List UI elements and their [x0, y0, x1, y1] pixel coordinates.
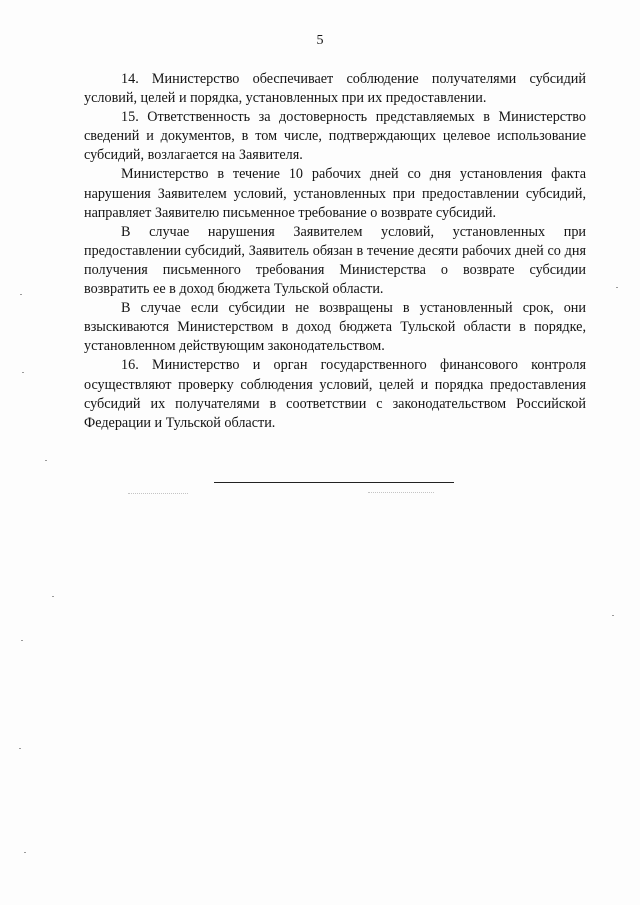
paragraph-recovery: В случае если субсидии не возвращены в установленный срок, они взыскиваются Министерством в доход бюджета Тульской области в порядке, установленном действующим законодательством.	[84, 300, 586, 355]
scan-artifact	[128, 493, 188, 494]
paragraph-14: 14. Министерство обеспечивает соблюдение получателями субсидий условий, целей и порядка, установленных при их предоставлении.	[84, 71, 586, 107]
scan-speck	[52, 596, 54, 597]
end-of-text-rule	[214, 482, 454, 483]
scan-speck	[45, 460, 47, 461]
paragraph-violation-notice: Министерство в течение 10 рабочих дней со дня установления факта нарушения Заявителем условий, установленных при предоставлении субсидий, направляет Заявителю письменное требование о возврате субсидий.	[84, 166, 586, 221]
scan-speck	[20, 294, 22, 295]
page-number: 5	[316, 33, 324, 48]
scan-artifact	[368, 492, 434, 493]
scan-speck	[612, 615, 614, 616]
scan-speck	[21, 640, 23, 641]
scan-speck	[22, 372, 24, 373]
paragraph-15: 15. Ответственность за достоверность представляемых в Министерство сведений и документов, в том числе, подтверждающих целевое использование субсидий, возлагается на Заявителя.	[84, 109, 586, 164]
document-body	[84, 70, 586, 433]
scan-speck	[24, 852, 26, 853]
scan-speck	[616, 287, 618, 288]
paragraph-refund-obligation: В случае нарушения Заявителем условий, установленных при предоставлении субсидий, Заявитель обязан в течение десяти рабочих дней со дня получения письменного требования Министерства о возврате субсидии возвратить ее в доход бюджета Тульской области.	[84, 223, 586, 298]
paragraph-16: 16. Министерство и орган государственного финансового контроля осуществляют проверку соблюдения условий, целей и порядка предоставления субсидий их получателями в соответствии с законодательством Российской Федерации и Тульской области.	[84, 357, 586, 431]
scan-speck	[19, 748, 21, 749]
